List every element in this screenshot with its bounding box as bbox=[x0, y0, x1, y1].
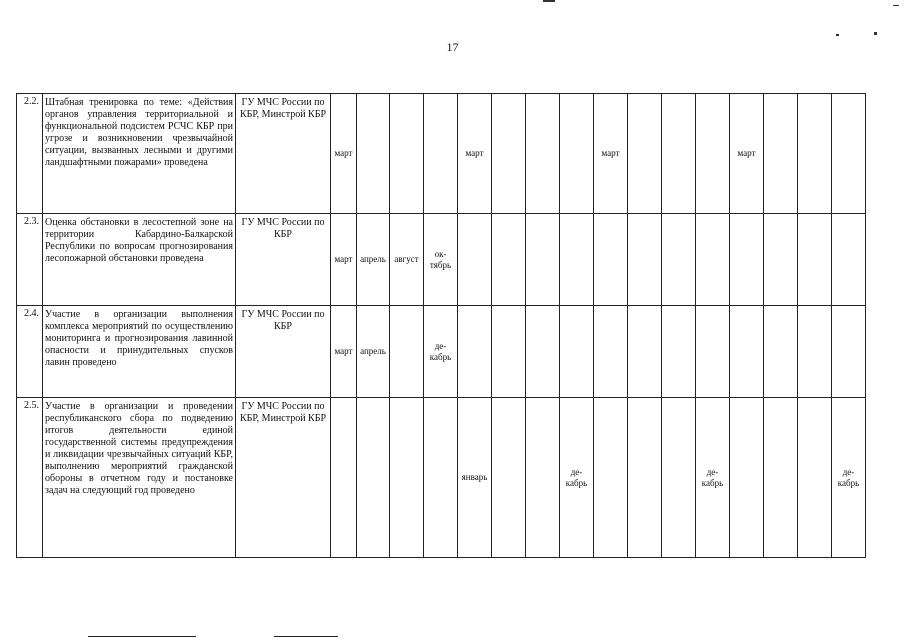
schedule-cell: апрель bbox=[357, 306, 390, 398]
schedule-cell bbox=[390, 398, 424, 558]
schedule-cell bbox=[390, 94, 424, 214]
item-description: Участие в организации выполнения комплекса мероприятий по осуществлению мониторинга и прогнозирования лавинной опасности и принудительных спусков лавин проведено bbox=[43, 306, 236, 398]
schedule-cell bbox=[798, 214, 832, 306]
schedule-cell bbox=[526, 214, 560, 306]
schedule-cell bbox=[764, 398, 798, 558]
signature-underline bbox=[274, 636, 338, 637]
table-row bbox=[17, 94, 866, 214]
item-description: Оценка обстановки в лесостепной зоне на территории Кабардино-Балкарской Республики по вопросам прогнозирования лесопожарной обстановки проведена bbox=[43, 214, 236, 306]
schedule-cell: март bbox=[331, 306, 357, 398]
item-description: Участие в организации и проведении республиканского сбора по подведению итогов деятельности единой государственной системы предупреждения и ликвидации чрезвычайных ситуаций КБР, выполнению мероприятий гражданской обороны в отчетном году и постановке задач на следующий год проведено bbox=[43, 398, 236, 558]
schedule-cell bbox=[696, 214, 730, 306]
table-row bbox=[17, 306, 866, 398]
schedule-cell: апрель bbox=[357, 214, 390, 306]
schedule-cell bbox=[832, 94, 866, 214]
item-description: Штабная тренировка по теме: «Действия органов управления территориальной и функциональной подсистем РСЧС КБР при угрозе и возникновении чрезвычайной ситуации, вызванных лесными и другими ландшафтными пожарами» проведена bbox=[43, 94, 236, 214]
item-number: 2.5. bbox=[17, 398, 43, 558]
item-number: 2.3. bbox=[17, 214, 43, 306]
schedule-cell bbox=[560, 94, 594, 214]
schedule-cell bbox=[594, 214, 628, 306]
schedule-cell bbox=[628, 214, 662, 306]
schedule-cell: де- кабрь bbox=[832, 398, 866, 558]
schedule-cell: январь bbox=[458, 398, 492, 558]
schedule-cell bbox=[730, 214, 764, 306]
schedule-cell bbox=[458, 214, 492, 306]
table-row bbox=[17, 398, 866, 558]
schedule-cell bbox=[492, 214, 526, 306]
schedule-cell bbox=[526, 94, 560, 214]
schedule-cell bbox=[798, 94, 832, 214]
schedule-cell bbox=[357, 398, 390, 558]
schedule-cell bbox=[560, 306, 594, 398]
schedule-cell bbox=[798, 306, 832, 398]
schedule-cell bbox=[662, 214, 696, 306]
scan-speck bbox=[874, 32, 877, 35]
schedule-cell bbox=[696, 306, 730, 398]
schedule-cell bbox=[594, 398, 628, 558]
responsible-organization: ГУ МЧС России по КБР, Минстрой КБР bbox=[236, 398, 331, 558]
schedule-cell bbox=[424, 398, 458, 558]
item-number: 2.4. bbox=[17, 306, 43, 398]
schedule-cell: март bbox=[331, 94, 357, 214]
schedule-cell: март bbox=[730, 94, 764, 214]
scan-speck bbox=[543, 0, 555, 2]
schedule-cell bbox=[492, 398, 526, 558]
schedule-cell: март bbox=[594, 94, 628, 214]
scan-speck bbox=[893, 5, 899, 6]
schedule-cell bbox=[628, 398, 662, 558]
schedule-cell bbox=[730, 306, 764, 398]
schedule-cell: август bbox=[390, 214, 424, 306]
scan-speck bbox=[836, 34, 839, 36]
plan-table bbox=[16, 93, 866, 558]
schedule-cell bbox=[560, 214, 594, 306]
schedule-cell: де- кабрь bbox=[696, 398, 730, 558]
page-number: 17 bbox=[446, 40, 459, 54]
schedule-cell bbox=[526, 398, 560, 558]
schedule-cell bbox=[492, 306, 526, 398]
schedule-cell bbox=[526, 306, 560, 398]
schedule-cell bbox=[331, 398, 357, 558]
schedule-cell: де- кабрь bbox=[560, 398, 594, 558]
responsible-organization: ГУ МЧС России по КБР bbox=[236, 306, 331, 398]
schedule-cell bbox=[357, 94, 390, 214]
schedule-cell bbox=[832, 214, 866, 306]
schedule-cell: ок- тябрь bbox=[424, 214, 458, 306]
schedule-cell bbox=[798, 398, 832, 558]
signature-underline bbox=[88, 636, 196, 637]
schedule-cell bbox=[832, 306, 866, 398]
schedule-cell bbox=[764, 214, 798, 306]
schedule-cell bbox=[696, 94, 730, 214]
schedule-cell bbox=[424, 94, 458, 214]
schedule-cell bbox=[662, 306, 696, 398]
schedule-cell: март bbox=[331, 214, 357, 306]
schedule-cell bbox=[594, 306, 628, 398]
responsible-organization: ГУ МЧС России по КБР, Минстрой КБР bbox=[236, 94, 331, 214]
schedule-cell: март bbox=[458, 94, 492, 214]
schedule-cell bbox=[492, 94, 526, 214]
schedule-cell bbox=[764, 306, 798, 398]
table-row bbox=[17, 214, 866, 306]
schedule-cell bbox=[764, 94, 798, 214]
schedule-cell bbox=[628, 306, 662, 398]
responsible-organization: ГУ МЧС России по КБР bbox=[236, 214, 331, 306]
schedule-cell bbox=[662, 94, 696, 214]
schedule-cell bbox=[662, 398, 696, 558]
schedule-cell bbox=[730, 398, 764, 558]
schedule-cell bbox=[628, 94, 662, 214]
schedule-cell bbox=[458, 306, 492, 398]
schedule-cell: де- кабрь bbox=[424, 306, 458, 398]
schedule-cell bbox=[390, 306, 424, 398]
item-number: 2.2. bbox=[17, 94, 43, 214]
